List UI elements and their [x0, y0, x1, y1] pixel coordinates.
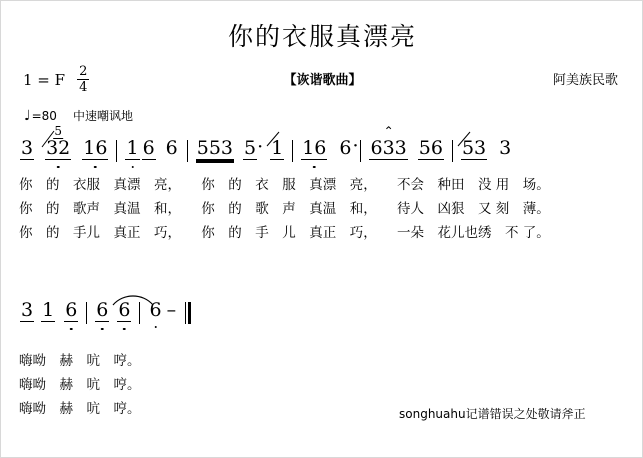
- key-signature-label: 1 = F: [23, 70, 66, 89]
- note: 5 ·: [243, 137, 257, 160]
- notation-row-1: [19, 124, 550, 173]
- lyrics-line: 嗨呦 赫 吭 哼。: [19, 377, 141, 393]
- tempo-value: =80: [31, 109, 57, 123]
- note: 6: [118, 299, 131, 321]
- tempo-marking: [23, 107, 133, 124]
- lyrics-line: 嗨呦 赫 吭 哼。: [19, 401, 141, 417]
- barline: [360, 140, 361, 162]
- page-title: 你的衣服真漂亮: [227, 22, 417, 51]
- quarter-note-icon: ♩: [24, 108, 31, 124]
- duration-dash: –: [166, 299, 177, 321]
- note: 6: [149, 299, 162, 321]
- note: 6: [96, 299, 109, 321]
- note: 1: [42, 299, 55, 321]
- note: 3: [21, 299, 34, 321]
- time-signature-denominator: 4: [79, 80, 88, 95]
- note: 56: [418, 137, 443, 159]
- note: 53: [461, 137, 487, 160]
- accent-icon: ⌃: [383, 124, 394, 138]
- note: 3: [499, 137, 512, 159]
- note: 6: [65, 299, 78, 321]
- lyrics-block-1: [19, 173, 550, 245]
- grace-note: 5: [54, 124, 63, 138]
- subtitle: 【诙谐歌曲】: [283, 73, 362, 88]
- barline: [452, 140, 453, 162]
- note: 3: [21, 137, 34, 159]
- lyrics-line: 你 的 手儿 真正 巧， 你 的 手 儿 真正 巧， 一朵 花儿也绣 不 了。: [19, 225, 550, 241]
- note: 6: [165, 137, 178, 159]
- credit: 阿美族民歌: [552, 73, 618, 88]
- note: 6: [142, 137, 155, 159]
- barline: [139, 302, 140, 324]
- note: 1: [270, 137, 284, 160]
- expression-marking: 中速嘲讽地: [72, 109, 133, 123]
- note: 5 32: [45, 137, 71, 160]
- note: 6 ·: [338, 137, 352, 159]
- note: 16: [302, 137, 327, 159]
- note: 16: [83, 137, 108, 159]
- final-barline: [185, 302, 193, 324]
- music-system-2: [19, 299, 193, 421]
- note: 1: [126, 137, 139, 159]
- footnote: songhuahu记谱错误之处敬请斧正: [399, 407, 586, 421]
- barline: [292, 140, 293, 162]
- barline: [116, 140, 117, 162]
- barline: [187, 140, 188, 162]
- notation-row-2: [19, 299, 193, 335]
- barline: [86, 302, 87, 324]
- lyrics-block-2: [19, 349, 193, 421]
- lyrics-line: 你 的 衣服 真漂 亮， 你 的 衣 服 真漂 亮， 不会 种田 没 用 场。: [19, 177, 550, 193]
- note: ⌃ 633: [370, 124, 407, 159]
- music-system-1: [19, 124, 550, 245]
- lyrics-line: 嗨呦 赫 吭 哼。: [19, 353, 141, 369]
- note: 553: [196, 137, 234, 159]
- lyrics-line: 你 的 歌声 真温 和， 你 的 歌 声 真温 和， 待人 凶狠 又 刻 薄。: [19, 201, 550, 217]
- time-signature-numerator: 2: [79, 64, 88, 79]
